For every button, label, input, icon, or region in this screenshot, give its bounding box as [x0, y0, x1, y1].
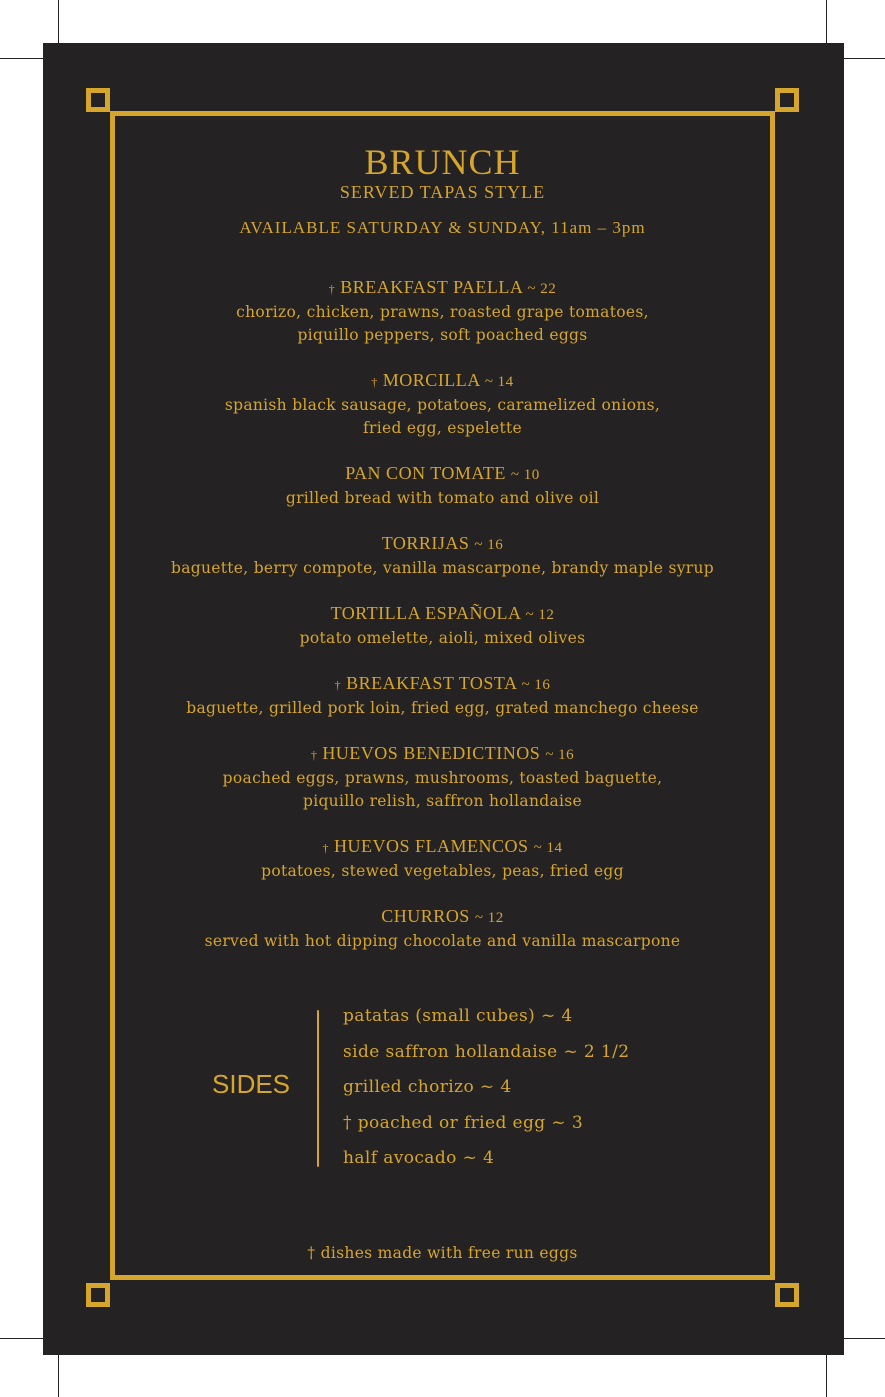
menu-item-name: HUEVOS FLAMENCOS — [334, 836, 529, 856]
menu-item-description: chorizo, chicken, prawns, roasted grape tomatoes, — [236, 303, 649, 321]
menu-item-title — [0, 276, 885, 301]
dagger-icon: † — [334, 678, 342, 692]
side-item: half avocado ~ 4 — [343, 1148, 495, 1168]
frame-top-line — [110, 111, 775, 116]
menu-item-name: BREAKFAST TOSTA — [346, 673, 517, 693]
menu-item-title — [0, 602, 885, 627]
menu-item-title — [0, 462, 885, 487]
menu-item-price: ~ 10 — [510, 467, 540, 483]
menu-item-title — [0, 369, 885, 394]
crop-mark — [826, 0, 827, 45]
footnote: † dishes made with free run eggs — [307, 1244, 578, 1262]
menu-item-description: spanish black sausage, potatoes, caramelized onions, — [224, 396, 661, 414]
menu-item-description: piquillo relish, saffron hollandaise — [302, 792, 583, 810]
menu-item-description: piquillo peppers, soft poached eggs — [297, 326, 588, 344]
menu-title: BRUNCH — [364, 142, 521, 182]
frame-bottom-line — [110, 1275, 775, 1280]
menu-items — [0, 276, 885, 975]
crop-mark — [826, 1352, 827, 1397]
menu-item-description: poached eggs, prawns, mushrooms, toasted baguette, — [222, 769, 663, 787]
menu-item-description: grilled bread with tomato and olive oil — [285, 489, 600, 507]
menu-item-name: BREAKFAST PAELLA — [340, 277, 523, 297]
menu-subtitle: SERVED TAPAS STYLE — [339, 182, 546, 202]
frame-corner-ornament — [775, 88, 799, 112]
crop-mark — [0, 58, 45, 59]
crop-mark — [840, 1338, 885, 1339]
menu-item-description: served with hot dipping chocolate and vanilla mascarpone — [204, 932, 681, 950]
menu-item — [0, 602, 885, 650]
side-item: † poached or fried egg ~ 3 — [343, 1112, 584, 1133]
menu-item — [0, 672, 885, 720]
menu-item-title — [0, 672, 885, 697]
frame-corner-ornament — [86, 88, 110, 112]
side-item: patatas (small cubes) ~ 4 — [343, 1006, 573, 1026]
menu-item-title — [0, 835, 885, 860]
menu-item-description: fried egg, espelette — [363, 419, 522, 437]
dagger-icon: † — [328, 282, 336, 296]
crop-mark — [58, 1352, 59, 1397]
menu-item-name: HUEVOS BENEDICTINOS — [322, 743, 541, 763]
side-item: grilled chorizo ~ 4 — [343, 1077, 512, 1097]
menu-item-price: ~ 22 — [527, 281, 557, 297]
crop-mark — [840, 58, 885, 59]
menu-item-description: potato omelette, aioli, mixed olives — [299, 629, 586, 647]
menu-item-name: MORCILLA — [382, 370, 480, 390]
frame-corner-ornament — [775, 1283, 799, 1307]
menu-item — [0, 835, 885, 883]
menu-item-title — [0, 905, 885, 930]
sides-list — [343, 1002, 629, 1180]
frame-corner-ornament — [86, 1283, 110, 1307]
menu-item — [0, 905, 885, 953]
menu-item-price: ~ 14 — [533, 840, 563, 856]
menu-item-price: ~ 16 — [545, 747, 575, 763]
menu-item-name: PAN CON TOMATE — [345, 463, 506, 483]
menu-item — [0, 532, 885, 580]
crop-mark — [0, 1338, 45, 1339]
menu-item-price: ~ 12 — [474, 910, 504, 926]
menu-item-description: potatoes, stewed vegetables, peas, fried egg — [261, 862, 624, 880]
menu-item-price: ~ 12 — [525, 607, 555, 623]
dagger-icon: † — [310, 748, 318, 762]
dagger-icon: † — [322, 841, 330, 855]
menu-item-description: baguette, berry compote, vanilla mascarpone, brandy maple syrup — [170, 559, 715, 577]
crop-mark — [58, 0, 59, 45]
dagger-icon: † — [371, 375, 378, 389]
menu-item — [0, 462, 885, 510]
menu-item-title — [0, 742, 885, 767]
menu-item-price: ~ 16 — [521, 677, 551, 693]
availability-note: AVAILABLE SATURDAY & SUNDAY, 11am – 3pm — [239, 218, 646, 237]
menu-item-name: TORRIJAS — [381, 533, 470, 553]
menu-item-name: CHURROS — [381, 906, 470, 926]
menu-item-name: TORTILLA ESPAÑOLA — [330, 603, 521, 623]
menu-item-price: ~ 14 — [484, 374, 514, 390]
menu-item — [0, 276, 885, 347]
side-item: side saffron hollandaise ~ 2 1/2 — [343, 1041, 630, 1062]
menu-item — [0, 742, 885, 813]
menu-item — [0, 369, 885, 440]
menu-item-price: ~ 16 — [474, 537, 504, 553]
menu-item-title — [0, 532, 885, 557]
menu-item-description: baguette, grilled pork loin, fried egg, grated manchego cheese — [186, 699, 699, 717]
sides-divider — [317, 1010, 319, 1167]
sides-heading: SIDES — [212, 1069, 291, 1099]
